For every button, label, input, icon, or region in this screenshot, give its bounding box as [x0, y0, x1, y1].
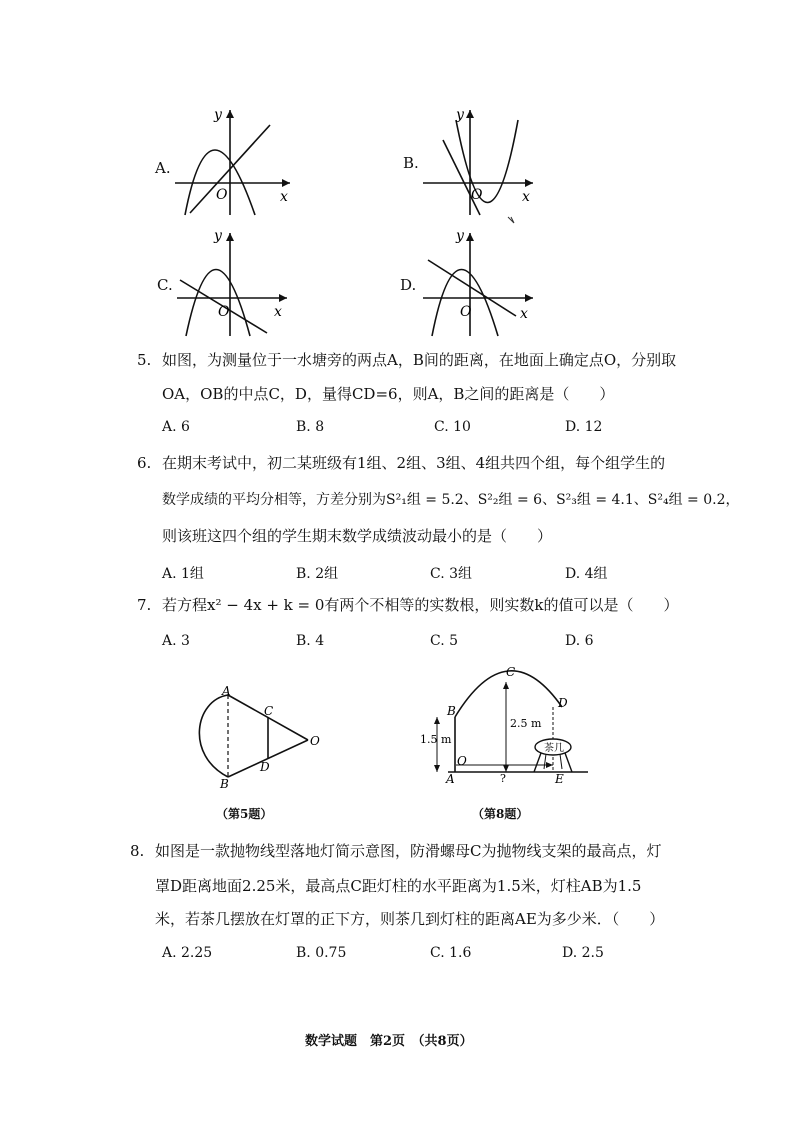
fig5-point-o: O	[310, 734, 320, 748]
figure-5-caption: （第5题）	[216, 807, 273, 821]
x-axis-label: x	[520, 306, 528, 322]
y-axis-label: y	[456, 107, 464, 123]
question-5-number: 5.	[137, 351, 152, 369]
origin-label: O	[218, 304, 230, 320]
question-8-option-c[interactable]: C. 1.6	[430, 945, 472, 961]
question-6-line-2: 数学成绩的平均分相等，方差分别为S²₁组 = 5.2、S²₂组 = 6、S²₃组 = 4.1、S²₄组 = 0.2，	[162, 492, 740, 508]
fig8-point-a: A	[446, 772, 455, 786]
question-5-option-a[interactable]: A. 6	[162, 419, 190, 435]
figure-5	[190, 685, 330, 790]
fig8-height-label: 2.5 m	[510, 717, 542, 730]
question-8-option-a[interactable]: A. 2.25	[162, 945, 213, 961]
fig8-point-o: O	[457, 754, 467, 768]
figure-8	[420, 665, 600, 790]
graph-option-a-label: A.	[155, 159, 171, 177]
x-axis-label: x	[280, 189, 288, 205]
graph-option-d	[418, 228, 548, 343]
question-8-option-b[interactable]: B. 0.75	[296, 945, 347, 961]
graph-option-b	[418, 105, 548, 220]
question-5-option-d[interactable]: D. 12	[565, 419, 603, 435]
question-5-line-2: OA，OB的中点C，D，量得CD=6，则A，B之间的距离是（ ）	[162, 385, 615, 403]
graph-option-c	[172, 228, 302, 343]
fig8-point-c: C	[506, 665, 516, 679]
question-5-option-b[interactable]: B. 8	[296, 419, 325, 435]
question-5-option-c[interactable]: C. 10	[434, 419, 471, 435]
question-6-number: 6.	[137, 454, 152, 472]
question-8-option-d[interactable]: D. 2.5	[562, 945, 604, 961]
question-6-option-c[interactable]: C. 3组	[430, 566, 473, 582]
question-7-option-d[interactable]: D. 6	[565, 633, 594, 649]
y-axis-label: y	[456, 228, 464, 244]
fig8-post-label: 1.5 m	[420, 733, 452, 746]
question-6-option-a[interactable]: A. 1组	[162, 566, 204, 582]
origin-label: O	[216, 187, 228, 203]
graph-option-c-label: C.	[157, 276, 173, 294]
question-7-option-a[interactable]: A. 3	[162, 633, 190, 649]
origin-label: O	[471, 187, 483, 203]
fig5-point-d: D	[260, 760, 270, 774]
fig8-point-e: E	[555, 772, 564, 786]
question-6-line-3: 则该班这四个组的学生期末数学成绩波动最小的是（ ）	[162, 527, 553, 545]
question-8-line-2: 罩D距离地面2.25米，最高点C距灯柱的水平距离为1.5米，灯柱AB为1.5	[155, 877, 642, 895]
fig5-point-b: B	[220, 777, 229, 791]
question-8-line-3: 米，若茶几摆放在灯罩的正下方，则茶几到灯柱的距离AE为多少米．（ ）	[155, 910, 665, 928]
question-8-line-1: 如图是一款抛物线型落地灯简示意图，防滑螺母C为抛物线支架的最高点，灯	[155, 842, 662, 860]
question-6-line-1: 在期末考试中，初二某班级有1组、2组、3组、4组共四个组，每个组学生的	[162, 454, 666, 472]
x-axis-label: x	[522, 189, 530, 205]
question-7-number: 7.	[137, 596, 152, 614]
question-5-line-1: 如图，为测量位于一水塘旁的两点A，B间的距离，在地面上确定点O，分别取	[162, 351, 677, 369]
y-axis-label: y	[214, 107, 222, 123]
fig8-table-label: 茶几	[544, 743, 564, 754]
figure-8-caption: （第8题）	[472, 807, 529, 821]
graph-option-b-label: B.	[403, 154, 419, 172]
origin-label: O	[460, 304, 472, 320]
page-footer: 数学试题 第2页 （共8页）	[305, 1034, 473, 1049]
question-7-option-c[interactable]: C. 5	[430, 633, 459, 649]
question-8-number: 8.	[130, 842, 145, 860]
graph-option-d-label: D.	[400, 276, 417, 294]
fig5-point-a: A	[222, 684, 231, 698]
x-axis-label: x	[274, 304, 282, 320]
graph-option-a	[170, 105, 300, 220]
fig8-point-b: B	[447, 704, 456, 718]
question-6-option-b[interactable]: B. 2组	[296, 566, 339, 582]
question-7-option-b[interactable]: B. 4	[296, 633, 325, 649]
fig8-point-d: D	[558, 696, 568, 710]
question-7-line-1: 若方程x² − 4x + k = 0有两个不相等的实数根，则实数k的值可以是（ ）	[162, 596, 679, 614]
fig8-question-mark: ?	[500, 772, 506, 785]
question-6-option-d[interactable]: D. 4组	[565, 566, 608, 582]
y-axis-label: y	[214, 228, 222, 244]
fig5-point-c: C	[264, 704, 274, 718]
